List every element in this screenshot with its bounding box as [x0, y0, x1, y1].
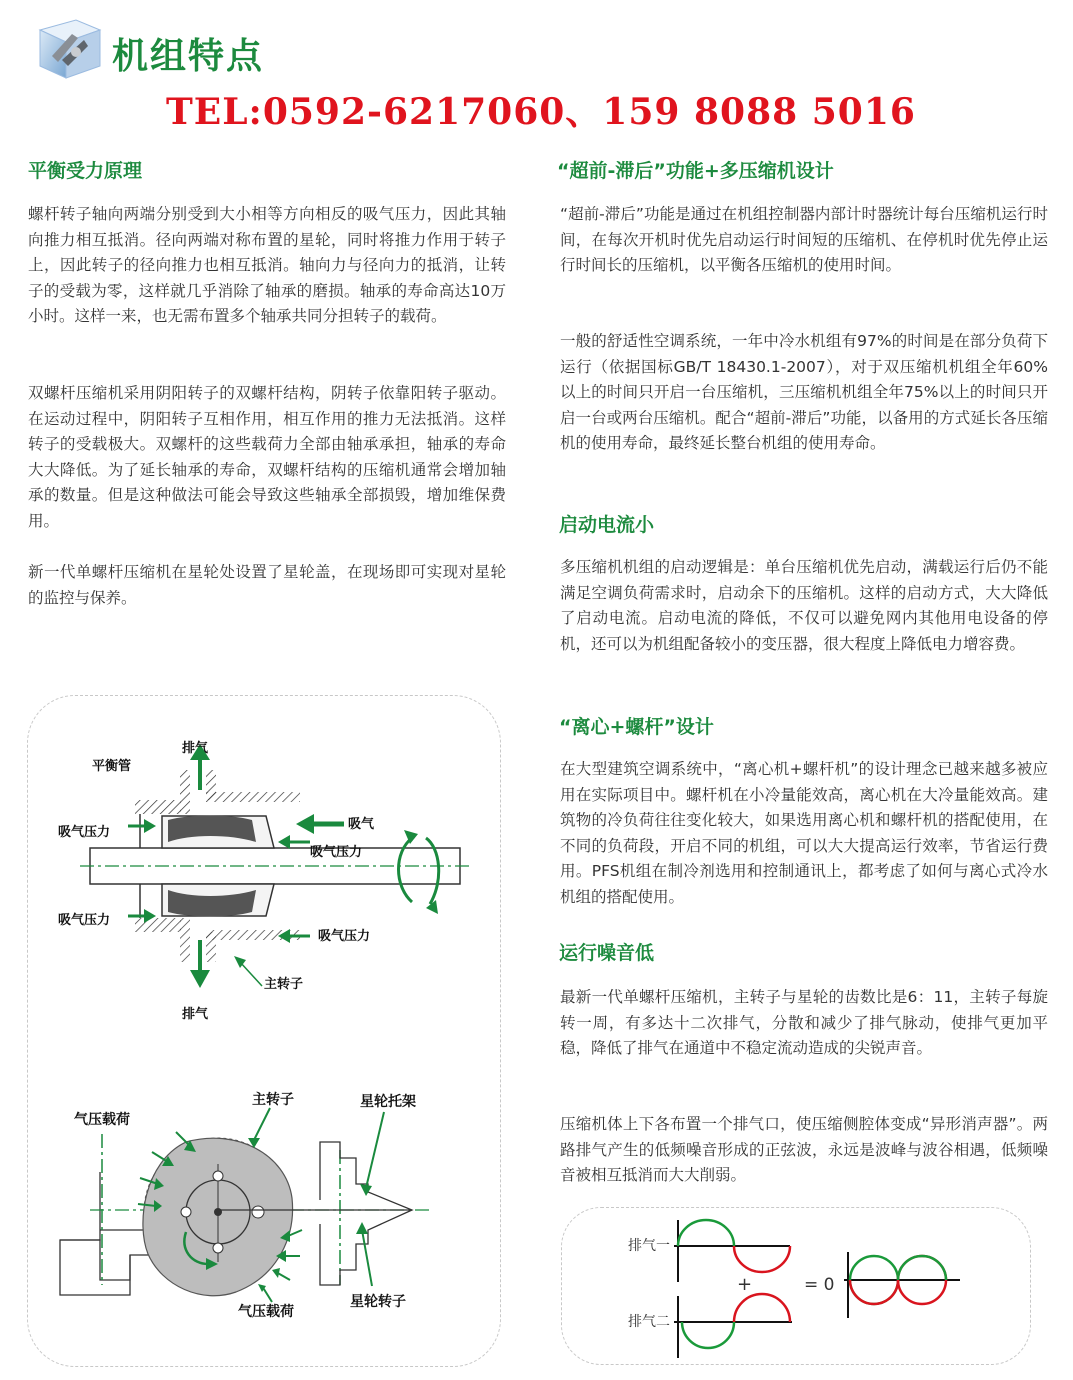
label-suction: 吸气: [348, 817, 375, 832]
paragraph-low-noise-1: 最新一代单螺杆压缩机，主转子与星轮的齿数比是6：11，主转子每旋转一周，有多达十二次排气，分散和减少了排气脉动，使排气更加平稳，降低了排气在通道中不稳定流动造成的尖锐声音。: [560, 988, 1048, 1058]
label-air-load-bottom: 气压载荷: [238, 1304, 294, 1320]
label-suction-pressure-right-1: 吸气压力: [310, 845, 363, 860]
paragraph-low-noise-2: 压缩机体上下各布置一个排气口，使压缩侧腔体变成“异形消声器”。两路排气产生的低频噪音形成的正弦波，永远是波峰与波谷相遇，低频噪音被相互抵消而大大削弱。: [560, 1115, 1048, 1185]
label-exhaust-1: 排气一: [628, 1238, 670, 1254]
heading-low-noise: 运行噪音低: [559, 942, 655, 964]
paragraph-balance-3: 新一代单螺杆压缩机在星轮处设置了星轮盖，在现场即可实现对星轮的监控与保养。: [28, 563, 506, 607]
balanced-force-diagram: [40, 730, 490, 1030]
paragraph-lead-lag-2: 一般的舒适性空调系统，一年中冷水机组有97%的时间是在部分负荷下运行（依据国标GB/T 18430.1-2007），对于双压缩机机组全年60%以上的时间只开启一台压缩机，三压缩机机组全年75%以上的时间只开启一台或两台压缩机。配合“超前-滞后”功能，以备用的方式延长各压缩机的使用寿命，最终延长整台机组的使用寿命。: [560, 332, 1048, 453]
label-exhaust-top: 排气: [182, 741, 209, 756]
label-star-rotor: 星轮转子: [350, 1294, 406, 1310]
plus-sign: +: [737, 1274, 753, 1295]
heading-lead-lag: “超前-滞后”功能+多压缩机设计: [557, 160, 834, 182]
label-star-bracket: 星轮托架: [360, 1094, 416, 1110]
heading-start-current: 启动电流小: [559, 514, 655, 536]
wave-cancellation-diagram: [600, 1212, 1010, 1362]
label-suction-pressure-right-2: 吸气压力: [318, 929, 371, 944]
label-air-load-top: 气压载荷: [74, 1112, 130, 1128]
label-suction-pressure-left-1: 吸气压力: [58, 825, 111, 840]
rotor-star-wheel-diagram: [40, 1080, 490, 1350]
label-main-rotor-2: 主转子: [252, 1092, 294, 1108]
tel-line: TEL:0592-6217060、159 8088 5016: [166, 91, 916, 133]
label-main-rotor: 主转子: [264, 977, 304, 992]
paragraph-centrifugal-screw: 在大型建筑空调系统中，“离心机+螺杆机”的设计理念已越来越多被应用在实际项目中。螺杆机在小冷量能效高，离心机在大冷量能效高。建筑物的冷负荷往往变化较大，如果选用离心机和螺杆机的搭配使用，在不同的负荷段，开启不同的机组，可以大大提高运行效率，节省运行费用。PFS机组在制冷剂选用和控制通讯上，都考虑了如何与离心式冷水机组的搭配使用。: [560, 760, 1048, 906]
label-suction-pressure-left-2: 吸气压力: [58, 913, 111, 928]
equals-zero: = 0: [804, 1275, 835, 1295]
heading-balance: 平衡受力原理: [28, 160, 143, 182]
paragraph-balance-2: 双螺杆压缩机采用阴阳转子的双螺杆结构，阴转子依靠阳转子驱动。在运动过程中，阴阳转子互相作用，相互作用的推力无法抵消。这样转子的受载极大。双螺杆的这些载荷力全部由轴承承担，轴承的寿命大大降低。为了延长轴承的寿命，双螺杆结构的压缩机通常会增加轴承的数量。但是这种做法可能会导致这些轴承全部损毁，增加维保费用。: [28, 384, 506, 530]
heading-centrifugal-screw: “离心+螺杆”设计: [559, 716, 714, 738]
paragraph-balance-1: 螺杆转子轴向两端分别受到大小相等方向相反的吸气压力，因此其轴向推力相互抵消。径向两端对称布置的星轮，同时将推力作用于转子上，因此转子的径向推力也相互抵消。轴向力与径向力的抵消，让转子的受载为零，这样就几乎消除了轴承的磨损。轴承的寿命高达10万小时。这样一来，也无需布置多个轴承共同分担转子的载荷。: [28, 205, 506, 326]
cube-logo-icon: [32, 16, 104, 80]
label-exhaust-bottom: 排气: [182, 1007, 209, 1022]
label-exhaust-2: 排气二: [628, 1314, 670, 1330]
label-balance-pipe: 平衡管: [92, 759, 132, 774]
paragraph-lead-lag-1: “超前-滞后”功能是通过在机组控制器内部计时器统计每台压缩机运行时间，在每次开机时优先启动运行时间短的压缩机、在停机时优先停止运行时间长的压缩机，以平衡各压缩机的使用时间。: [560, 205, 1048, 275]
paragraph-start-current: 多压缩机机组的启动逻辑是：单台压缩机优先启动，满载运行后仍不能满足空调负荷需求时，启动余下的压缩机。这样的启动方式，大大降低了启动电流。启动电流的降低，不仅可以避免网内其他用电设备的停机，还可以为机组配备较小的变压器，很大程度上降低电力增容费。: [560, 558, 1048, 653]
page-title: 机组特点: [112, 36, 265, 77]
